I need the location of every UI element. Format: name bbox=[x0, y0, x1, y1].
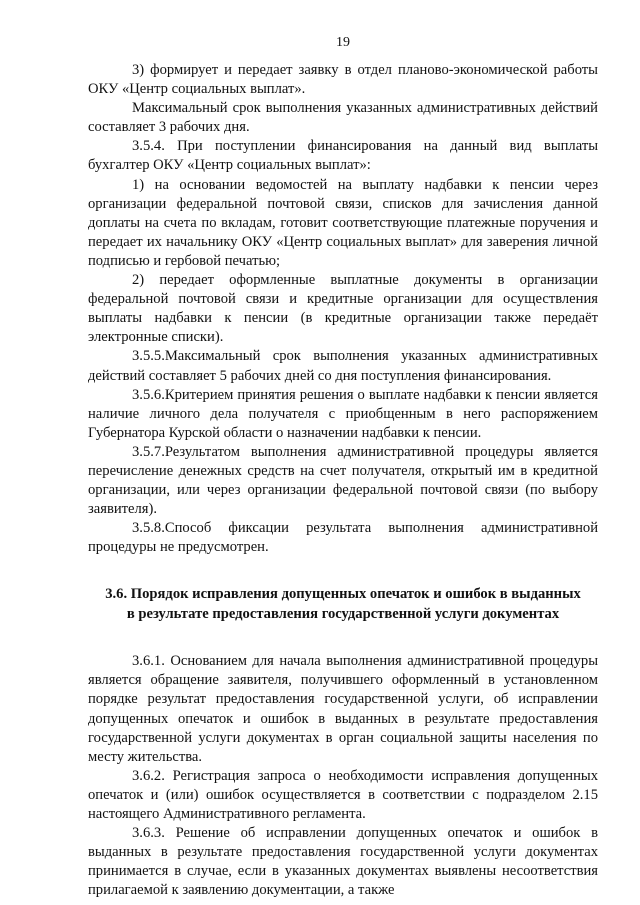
paragraph-3-forms-request: 3) формирует и передает заявку в отдел планово-экономической работы ОКУ «Центр социальных выплат». bbox=[88, 62, 598, 98]
paragraph-3-5-7: 3.5.7.Результатом выполнения административной процедуры является перечисление денежных средств на счет получателя, открытый им в кредитной организации, или через организации федеральной почтовой связи (по выбору заявителя). bbox=[88, 443, 598, 518]
paragraph-3-6-1: 3.6.1. Основанием для начала выполнения административной процедуры является обращение заявителя, получившего оформленный в установленном порядке результат предоставления государственной услуги, об исправлении допущенных опечаток и ошибок в выданных в результате предоставления государственной услуги документах в орган социальной защиты населения по месту жительства. bbox=[88, 653, 598, 765]
paragraph-1-payment-orders: 1) на основании ведомостей на выплату надбавки к пенсии через организации федеральной почтовой связи, списков для зачисления данной доплаты на счета по вкладам, готовит соответствующие платежные поручения и передает их начальнику ОКУ «Центр социальных выплат» для заверения личной подписью и гербовой печатью; bbox=[88, 176, 598, 269]
paragraph-3-6-3: 3.6.3. Решение об исправлении допущенных опечаток и ошибок в выданных в результате предоставления государственной услуги документах принимается в случае, если в указанных документах выявлены несоответствия прилагаемой к заявлению документации, а также bbox=[88, 825, 598, 899]
paragraph-3-6-2: 3.6.2. Регистрация запроса о необходимости исправления допущенных опечаток и (или) ошибок осуществляется в соответствии с подразделом 2.15 настоящего Административного регламента. bbox=[88, 767, 598, 822]
page-number: 19 bbox=[336, 35, 350, 50]
paragraph-max-term-3-days: Максимальный срок выполнения указанных административных действий составляет 3 рабочих дня. bbox=[88, 100, 598, 136]
paragraph-3-5-4: 3.5.4. При поступлении финансирования на данный вид выплаты бухгалтер ОКУ «Центр социальных выплат»: bbox=[88, 138, 598, 174]
section-heading-line-1: 3.6. Порядок исправления допущенных опечаток и ошибок в выданных bbox=[105, 586, 581, 603]
paragraph-3-5-8: 3.5.8.Способ фиксации результата выполнения административной процедуры не предусмотрен. bbox=[88, 520, 598, 556]
section-heading-3-6 bbox=[88, 585, 598, 624]
document-page bbox=[88, 34, 598, 900]
paragraph-3-5-5: 3.5.5.Максимальный срок выполнения указанных административных действий составляет 5 рабочих дней со дня поступления финансирования. bbox=[88, 348, 598, 384]
paragraph-3-5-6: 3.5.6.Критерием принятия решения о выплате надбавки к пенсии является наличие личного дела получателя с приобщенным в него распоряжением Губернатора Курской области о назначении надбавки к пенсии. bbox=[88, 386, 598, 441]
section-heading-line-2: в результате предоставления государственной услуги документах bbox=[126, 605, 560, 622]
paragraph-2-transfers-documents: 2) передает оформленные выплатные документы в организации федеральной почтовой связи и кредитные организации для осуществления выплаты надбавки к пенсии (в кредитные организации также передаёт электронные списки). bbox=[88, 272, 598, 346]
